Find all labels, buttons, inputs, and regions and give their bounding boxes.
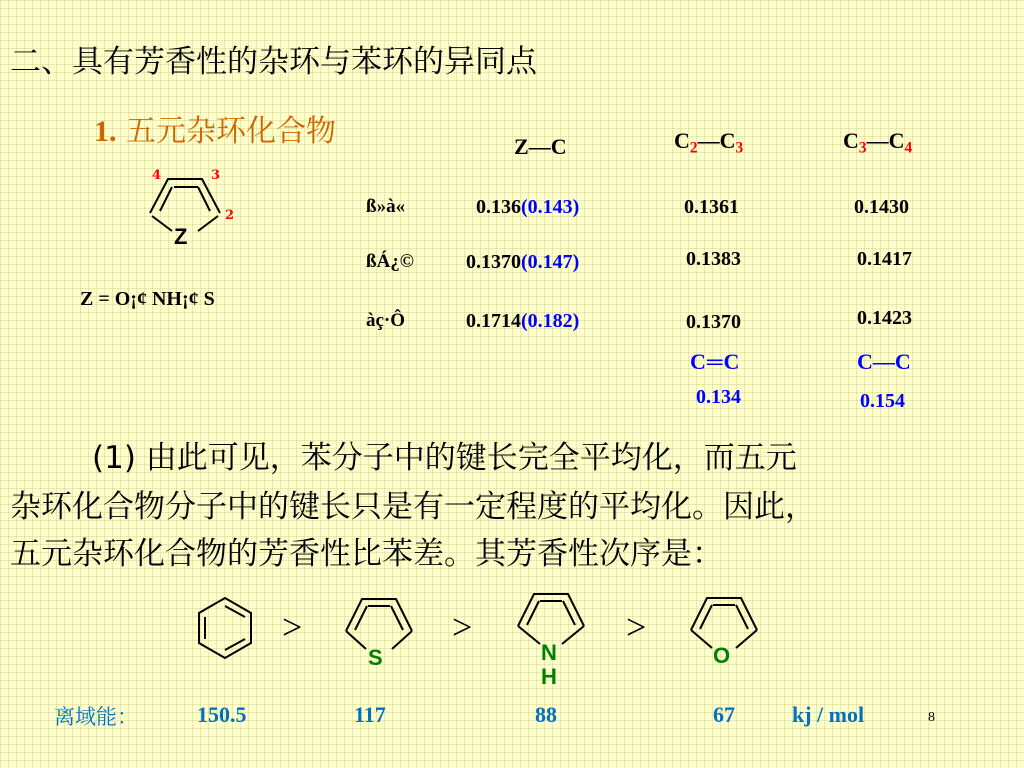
energy-value-furan: 67 <box>713 702 735 727</box>
reference-single-value: 0.154 <box>860 390 905 412</box>
page-number: 8 <box>928 710 935 725</box>
row-label: ßÁ¿© <box>366 251 414 272</box>
pyrrole-nitrogen-label: N <box>541 640 557 665</box>
reference-double-bond: C═C <box>690 349 741 374</box>
ring-caption: Z = O¡¢ NH¡¢ S <box>80 288 215 310</box>
paragraph-line-1: (1) 由此可见，苯分子中的键长完全平均化，而五元 <box>92 440 797 476</box>
row-label: ß»à« <box>366 196 406 217</box>
paragraph-line-2: 杂环化合物分子中的键长只是有一定程度的平均化。因此， <box>10 489 816 525</box>
energy-value-thiophene: 117 <box>354 702 386 727</box>
greater-than-sign: > <box>282 607 303 647</box>
energy-value-benzene: 150.5 <box>197 702 247 727</box>
table-cell-z-c: 0.1714(0.182) <box>466 310 580 332</box>
pyrrole-hydrogen-label: H <box>541 664 557 689</box>
row-label: àç·Ô <box>366 310 406 331</box>
reference-double-value: 0.134 <box>696 386 741 408</box>
table-cell-c3-c4: 0.1430 <box>854 196 909 218</box>
table-cell-c3-c4: 0.1423 <box>857 307 912 329</box>
table-cell-z-c: 0.1370(0.147) <box>466 251 580 273</box>
table-cell-c2-c3: 0.1370 <box>686 311 741 333</box>
table-cell-c2-c3: 0.1383 <box>686 248 741 270</box>
page-title: 二、具有芳香性的杂环与苯环的异同点 <box>10 44 537 80</box>
greater-than-sign: > <box>452 607 473 647</box>
position-4: 4 <box>152 168 162 183</box>
table-cell-z-c: 0.136(0.143) <box>476 196 580 218</box>
furan-oxygen-label: O <box>713 643 731 668</box>
greater-than-sign: > <box>626 607 647 647</box>
section-number: 1. <box>94 115 117 148</box>
ring-atom-z: Z <box>174 224 188 249</box>
column-header-z-c: Z—C <box>514 134 567 159</box>
column-header-c2-c3: $C_2—C_3$ <box>674 128 744 157</box>
table-cell-c2-c3: 0.1361 <box>684 196 739 218</box>
benzene-structure <box>195 596 255 660</box>
position-3: 3 <box>211 168 221 183</box>
column-header-c3-c4: $C_3—C_4$ <box>843 128 913 157</box>
paragraph-line-3: 五元杂环化合物的芳香性比苯差。其芳香性次序是： <box>10 536 723 572</box>
energy-unit: kj / mol <box>792 702 865 727</box>
table-cell-c3-c4: 0.1417 <box>857 248 912 270</box>
energy-value-pyrrole: 88 <box>535 702 557 727</box>
thiophene-sulfur-label: S <box>368 645 383 670</box>
delocalization-energy-label: 离域能： <box>54 705 138 729</box>
position-2: 2 <box>225 208 235 223</box>
section-heading <box>94 106 336 150</box>
section-title: 五元杂环化合物 <box>126 114 337 149</box>
reference-single-bond: C—C <box>857 349 911 374</box>
